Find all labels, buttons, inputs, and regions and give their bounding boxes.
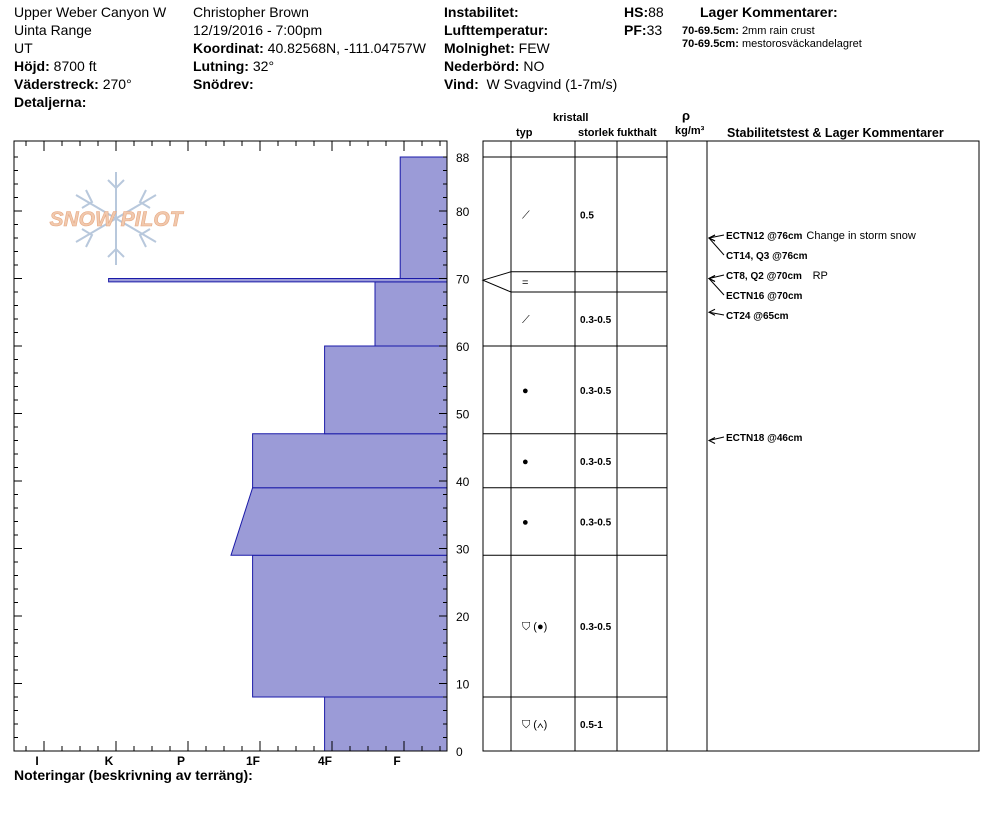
airtemp-label: Lufttemperatur: xyxy=(444,22,549,38)
header-stability: Stabilitetstest & Lager Kommentarer xyxy=(727,126,944,140)
stability-label-1: CT14, Q3 @76cm xyxy=(726,251,808,262)
stability-arrowhead-5 xyxy=(709,438,715,444)
crystal-size-4: 0.3-0.5 xyxy=(580,385,612,397)
hardness-bars xyxy=(109,157,447,751)
hs-value: 88 xyxy=(648,4,664,20)
stability-label-3: ECTN16 @70cm xyxy=(726,291,803,302)
aspect-value: 270° xyxy=(102,76,132,92)
stability-comment-2: RP xyxy=(812,270,828,282)
depth-label-60: 60 xyxy=(456,340,470,354)
layer-comment-1-text: 2mm rain crust xyxy=(741,25,815,37)
hardness-axis-labels xyxy=(35,754,400,768)
hardness-label-K: K xyxy=(104,754,114,768)
header-storlek: storlek xyxy=(578,127,615,139)
instability-label: Instabilitet: xyxy=(444,4,519,20)
stability-arrow-1 xyxy=(709,238,724,255)
state-name: UT xyxy=(14,40,33,56)
crystal-symbol-4: ● xyxy=(522,384,529,397)
wind-value: W Svagvind (1-7m/s) xyxy=(486,76,618,92)
elevation-value: 8700 ft xyxy=(53,58,97,74)
crystal-size-3: 0.3-0.5 xyxy=(580,456,612,468)
stability-arrowhead-3 xyxy=(709,276,715,282)
sky-label: Molnighet: xyxy=(444,40,515,56)
hardness-label-I: I xyxy=(35,754,39,768)
crystal-size-5: 0.3-0.5 xyxy=(580,315,612,326)
elevation-label: Höjd: xyxy=(14,58,50,74)
coords-value: 40.82568N, -111.04757W xyxy=(267,40,426,56)
precip-value: NO xyxy=(523,58,545,74)
depth-label-20: 20 xyxy=(456,610,470,624)
depth-label-40: 40 xyxy=(456,475,470,489)
pf-value: 33 xyxy=(646,22,663,38)
depth-label-0: 0 xyxy=(456,745,463,759)
hardness-bar-2 xyxy=(231,488,447,556)
hardness-label-4F: 4F xyxy=(317,754,333,768)
stability-comment-0: Change in storm snow xyxy=(806,230,916,242)
crystal-symbol-2: ● xyxy=(522,516,529,529)
slope-label: Lutning: xyxy=(193,58,249,74)
wind-label: Vind: xyxy=(444,76,479,92)
header-kristall: kristall xyxy=(553,112,589,124)
depth-label-80: 80 xyxy=(456,205,470,219)
crystal-symbol-1: ⛉ (●) xyxy=(522,621,548,634)
stability-label-5: ECTN18 @46cm xyxy=(726,433,803,444)
depth-label-10: 10 xyxy=(456,677,470,692)
stability-label-4: CT24 @65cm xyxy=(726,311,789,322)
crystal-size-0: 0.5-1 xyxy=(580,720,603,731)
crystal-size-7: 0.5 xyxy=(580,210,594,222)
stability-arrow-2 xyxy=(709,275,724,279)
hardness-bar-0 xyxy=(325,697,447,751)
crystal-symbol-7: ⟋ xyxy=(522,209,530,222)
stability-arrow-3 xyxy=(709,279,724,296)
depth-label-50: 50 xyxy=(456,407,470,422)
hardness-bar-1 xyxy=(253,555,447,697)
slope-value: 32° xyxy=(252,58,275,74)
stability-tests xyxy=(709,230,916,444)
stability-arrow-5 xyxy=(709,437,724,441)
pf-label: PF: xyxy=(624,22,647,38)
stability-label-0: ECTN12 @76cm xyxy=(726,231,803,242)
precip-label: Nederbörd: xyxy=(444,58,520,74)
drift-label: Snödrev: xyxy=(193,76,254,92)
stability-arrowhead-4 xyxy=(709,309,715,315)
layer-comment-2-text: mestorosväckandelagret xyxy=(741,38,862,50)
hardness-bar-5 xyxy=(375,282,447,346)
location-name: Upper Weber Canyon W xyxy=(14,4,167,20)
observer: Christopher Brown xyxy=(193,4,309,20)
hardness-label-1F: 1F xyxy=(245,754,261,768)
crystal-size-1: 0.3-0.5 xyxy=(580,622,612,634)
hardness-bar-4 xyxy=(325,346,447,434)
aspect-label: Väderstreck: xyxy=(14,76,99,92)
header-density-unit: kg/m³ xyxy=(675,125,705,137)
layer-comments-title: Lager Kommentarer: xyxy=(700,4,838,20)
header-fukthalt: fukthalt xyxy=(617,127,657,139)
sky-value: FEW xyxy=(518,40,550,56)
notes-label: Noteringar (beskrivning av terräng): xyxy=(14,767,253,783)
hardness-bar-3 xyxy=(253,434,447,488)
stability-arrowhead-1 xyxy=(709,235,715,241)
crystal-symbol-6: = xyxy=(522,276,529,289)
crystal-symbol-5: ⟋ xyxy=(522,314,530,326)
crystal-size-2: 0.3-0.5 xyxy=(580,517,612,529)
crystal-symbol-0: ⛉ (∧) xyxy=(522,719,548,731)
crystal-symbol-3: ● xyxy=(522,455,529,468)
hs-label: HS: xyxy=(624,4,649,20)
coords-label: Koordinat: xyxy=(193,40,264,56)
layer-comment-2-range: 70-69.5cm: xyxy=(682,38,739,50)
depth-label-88: 88 xyxy=(456,151,470,165)
hardness-bar-6 xyxy=(109,279,447,282)
depth-axis-labels xyxy=(456,151,470,759)
snow-pilot-logo xyxy=(50,172,185,265)
logo-text: SNOW PILOT xyxy=(49,208,183,231)
hardness-bar-7 xyxy=(400,157,447,279)
depth-label-30: 30 xyxy=(456,542,470,557)
header-typ: typ xyxy=(516,127,533,139)
hardness-label-P: P xyxy=(176,754,186,768)
layer-comment-1-range: 70-69.5cm: xyxy=(682,25,739,37)
stability-label-2: CT8, Q2 @70cm xyxy=(726,271,802,282)
depth-label-70: 70 xyxy=(456,272,470,287)
datetime: 12/19/2016 - 7:00pm xyxy=(193,22,323,38)
details-label: Detaljerna: xyxy=(14,94,87,110)
table-column-lines xyxy=(511,141,707,751)
thin-layer-wedge xyxy=(483,272,511,292)
header-rho: ρ xyxy=(682,108,691,123)
hardness-label-F: F xyxy=(393,754,401,768)
crystal-rows xyxy=(522,209,612,731)
range-name: Uinta Range xyxy=(14,22,92,38)
